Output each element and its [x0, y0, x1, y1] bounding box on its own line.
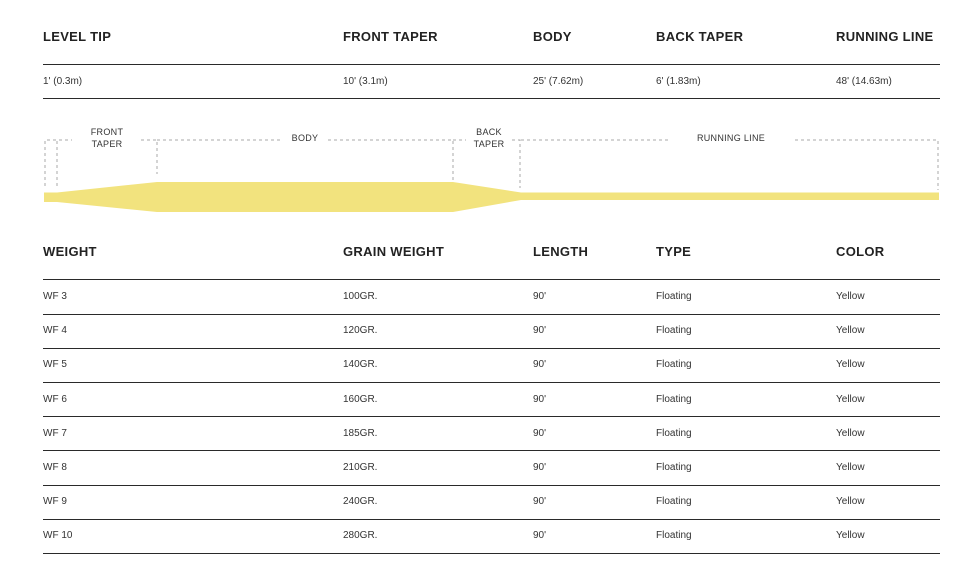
cell-grain-weight: 210GR. — [343, 462, 378, 473]
level-tip-length: 1' (0.3m) — [43, 76, 83, 87]
running-line-length: 48' (14.63m) — [836, 76, 892, 87]
spec-header-length: LENGTH — [533, 244, 589, 259]
divider — [43, 348, 940, 349]
cell-length: 90' — [533, 359, 547, 371]
cell-grain-weight: 280GR. — [343, 530, 378, 542]
taper-header-body: BODY — [533, 29, 572, 44]
cell-grain-weight: 185GR. — [343, 427, 378, 439]
cell-color: Yellow — [836, 496, 865, 508]
spec-header-grain-weight: GRAIN WEIGHT — [343, 244, 445, 259]
front-taper-length: 10' (3.1m) — [343, 76, 388, 87]
cell-color: Yellow — [836, 359, 865, 371]
cell-type: Floating — [656, 427, 692, 439]
back-taper-label-line1: BACK — [476, 127, 502, 137]
cell-grain-weight: 100GR. — [343, 291, 378, 302]
cell-grain-weight: 120GR. — [343, 325, 378, 337]
cell-color: Yellow — [836, 325, 865, 337]
divider — [43, 64, 940, 65]
cell-color: Yellow — [836, 427, 865, 439]
cell-color: Yellow — [836, 291, 865, 302]
cell-type: Floating — [656, 393, 692, 405]
cell-type: Floating — [656, 325, 692, 337]
cell-weight: WF 8 — [43, 462, 67, 473]
body-length: 25' (7.62m) — [533, 76, 584, 87]
fly-line-profile — [44, 182, 939, 212]
running-line-bracket — [521, 140, 938, 190]
cell-weight: WF 4 — [43, 325, 67, 337]
divider — [43, 98, 940, 99]
taper-header-level-tip: LEVEL TIP — [43, 29, 112, 44]
spec-header-weight: WEIGHT — [43, 244, 97, 259]
divider — [43, 314, 940, 315]
divider — [43, 553, 940, 554]
divider — [43, 279, 940, 280]
cell-type: Floating — [656, 359, 692, 371]
taper-header-running-line: RUNNING LINE — [836, 29, 934, 44]
cell-type: Floating — [656, 530, 692, 542]
cell-color: Yellow — [836, 462, 865, 473]
cell-length: 90' — [533, 427, 547, 439]
spec-header-type: TYPE — [656, 244, 692, 259]
cell-length: 90' — [533, 530, 547, 542]
cell-length: 90' — [533, 325, 547, 337]
divider — [43, 450, 940, 451]
level-tip-bracket — [45, 140, 56, 186]
front-taper-label-line2: TAPER — [91, 139, 123, 149]
cell-type: Floating — [656, 291, 692, 302]
divider — [43, 416, 940, 417]
taper-header-back-taper: BACK TAPER — [656, 29, 744, 44]
cell-grain-weight: 240GR. — [343, 496, 378, 508]
cell-length: 90' — [533, 462, 547, 473]
cell-weight: WF 7 — [43, 427, 67, 439]
cell-color: Yellow — [836, 530, 865, 542]
cell-weight: WF 9 — [43, 496, 67, 508]
cell-type: Floating — [656, 496, 692, 508]
divider — [43, 485, 940, 486]
running-line-label: RUNNING LINE — [696, 133, 766, 143]
cell-grain-weight: 160GR. — [343, 393, 378, 405]
front-taper-label-line1: FRONT — [90, 127, 124, 137]
body-bracket — [157, 140, 453, 180]
fly-line-taper-diagram — [0, 118, 977, 218]
cell-weight: WF 5 — [43, 359, 67, 371]
back-taper-length: 6' (1.83m) — [656, 76, 701, 87]
spec-header-color: COLOR — [836, 244, 885, 259]
cell-length: 90' — [533, 393, 547, 405]
cell-weight: WF 3 — [43, 291, 67, 302]
cell-type: Floating — [656, 462, 692, 473]
taper-header-front-taper: FRONT TAPER — [343, 29, 438, 44]
divider — [43, 382, 940, 383]
cell-length: 90' — [533, 291, 547, 302]
cell-weight: WF 10 — [43, 530, 73, 542]
cell-color: Yellow — [836, 393, 865, 405]
cell-weight: WF 6 — [43, 393, 67, 405]
back-taper-label-line2: TAPER — [473, 139, 505, 149]
cell-length: 90' — [533, 496, 547, 508]
cell-grain-weight: 140GR. — [343, 359, 378, 371]
body-label: BODY — [291, 133, 319, 143]
divider — [43, 519, 940, 520]
